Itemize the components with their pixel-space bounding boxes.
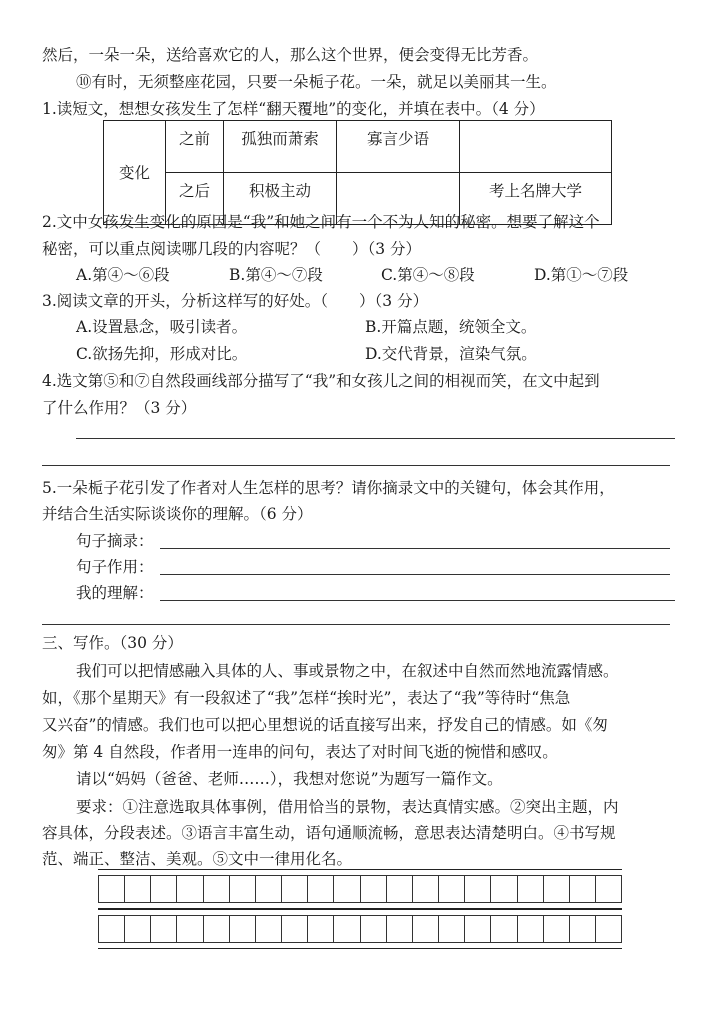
grid-cell[interactable] (386, 876, 412, 902)
table-cell[interactable] (460, 121, 612, 173)
answer-line[interactable] (160, 600, 675, 601)
writing-paragraph: 又兴奋”的情感。我们也可以把心里想说的话直接写出来，抒发自己的情感。如《匆 (42, 716, 608, 734)
grid-cell[interactable] (464, 876, 490, 902)
table-cell[interactable]: 孤独而萧索 (224, 121, 337, 173)
q2-option-d[interactable]: D.第①～⑦段 (534, 266, 629, 284)
grid-cell[interactable] (333, 876, 359, 902)
grid-cell[interactable] (281, 876, 307, 902)
answer-line[interactable] (160, 548, 670, 549)
question-5-cont: 并结合生活实际谈谈你的理解。（6 分） (42, 505, 313, 523)
grid-cell[interactable] (517, 916, 543, 942)
answer-line[interactable] (160, 574, 670, 575)
question-4: 4.选文第⑤和⑦自然段画线部分描写了“我”和女孩儿之间的相视而笑，在文中起到 (42, 372, 600, 390)
writing-requirements: 容具体，分段表述。③语言丰富生动，语句通顺流畅，意思表达清楚明白。④书写规 (42, 824, 616, 842)
table-cell[interactable]: 积极主动 (224, 173, 337, 225)
q3-option-c[interactable]: C.欲扬先抑，形成对比。 (76, 345, 248, 363)
grid-cell[interactable] (203, 916, 229, 942)
question-4-cont: 了什么作用？（3 分） (42, 399, 197, 417)
writing-prompt: 请以“妈妈（爸爸、老师……），我想对您说”为题写一篇作文。 (76, 770, 503, 788)
writing-requirements: 要求：①注意选取具体事例，借用恰当的景物，表达真情实感。②突出主题，内 (76, 798, 619, 816)
grid-cell[interactable] (543, 876, 569, 902)
grid-cell[interactable] (203, 876, 229, 902)
question-2: 2.文中女孩发生变化的原因是“我”和她之间有一个不为人知的秘密。想要了解这个 (42, 213, 600, 231)
answer-line[interactable] (42, 465, 670, 466)
q2-option-c[interactable]: C.第④～⑧段 (381, 266, 475, 284)
table-row-header: 变化 (104, 121, 166, 225)
passage-line: 然后，一朵一朵，送给喜欢它的人，那么这个世界，便会变得无比芳香。 (42, 46, 539, 64)
grid-cell[interactable] (490, 876, 516, 902)
grid-cell[interactable] (386, 916, 412, 942)
question-5: 5.一朵栀子花引发了作者对人生怎样的思考？请你摘录文中的关键句，体会其作用， (42, 479, 615, 497)
grid-cell[interactable] (98, 916, 124, 942)
answer-line[interactable] (42, 624, 670, 625)
change-table (103, 120, 612, 225)
q5-label-excerpt: 句子摘录： (76, 532, 154, 550)
grid-cell[interactable] (360, 916, 386, 942)
question-1: 1.读短文，想想女孩发生了怎样“翻天覆地”的变化，并填在表中。（4 分） (42, 100, 545, 118)
writing-paragraph: 如，《那个星期天》有一段叙述了“我”怎样“挨时光”，表达了“我”等待时“焦急 (42, 689, 571, 707)
q5-label-understanding: 我的理解： (76, 584, 154, 602)
writing-paragraph: 匆》第 4 自然段，作者用一连串的问句，表达了对时间飞逝的惋惜和感叹。 (42, 743, 558, 761)
grid-cell[interactable] (255, 876, 281, 902)
q3-option-d[interactable]: D.交代背景，渲染气氛。 (365, 345, 537, 363)
question-3: 3.阅读文章的开头，分析这样写的好处。（ ）（3 分） (42, 292, 429, 310)
grid-cell[interactable] (517, 876, 543, 902)
table-label-after: 之后 (166, 173, 224, 225)
grid-cell[interactable] (412, 876, 438, 902)
grid-cell[interactable] (281, 916, 307, 942)
grid-cell[interactable] (595, 916, 622, 942)
grid-cell[interactable] (150, 876, 176, 902)
grid-cell[interactable] (569, 876, 595, 902)
table-cell[interactable]: 寡言少语 (337, 121, 460, 173)
grid-cell[interactable] (255, 916, 281, 942)
grid-cell[interactable] (150, 916, 176, 942)
q2-option-b[interactable]: B.第④～⑦段 (229, 266, 323, 284)
grid-cell[interactable] (229, 916, 255, 942)
grid-cell[interactable] (307, 876, 333, 902)
composition-grid-row[interactable] (98, 869, 622, 909)
grid-cell[interactable] (229, 876, 255, 902)
grid-cell[interactable] (464, 916, 490, 942)
table-label-before: 之前 (166, 121, 224, 173)
grid-cell[interactable] (124, 876, 150, 902)
grid-cell[interactable] (307, 916, 333, 942)
grid-cell[interactable] (176, 876, 202, 902)
composition-grid-row[interactable] (98, 909, 622, 949)
grid-cell[interactable] (360, 876, 386, 902)
passage-line: ⑩有时，无须整座花园，只要一朵栀子花。一朵，就足以美丽其一生。 (76, 73, 557, 91)
grid-cell[interactable] (543, 916, 569, 942)
q5-label-function: 句子作用： (76, 558, 154, 576)
grid-cell[interactable] (124, 916, 150, 942)
grid-cell[interactable] (438, 916, 464, 942)
grid-cell[interactable] (595, 876, 622, 902)
q3-option-a[interactable]: A.设置悬念，吸引读者。 (76, 318, 248, 336)
section-heading-writing: 三、写作。（30 分） (42, 634, 183, 652)
grid-cell[interactable] (569, 916, 595, 942)
grid-cell[interactable] (98, 876, 124, 902)
grid-cell[interactable] (412, 916, 438, 942)
question-2-cont: 秘密，可以重点阅读哪几段的内容呢？（ ）（3 分） (42, 240, 422, 258)
grid-cell[interactable] (333, 916, 359, 942)
writing-requirements: 范、端正、整洁、美观。⑤文中一律用化名。 (42, 850, 353, 868)
writing-paragraph: 我们可以把情感融入具体的人、事或景物之中，在叙述中自然而然地流露情感。 (76, 662, 619, 680)
grid-cell[interactable] (176, 916, 202, 942)
q3-option-b[interactable]: B.开篇点题，统领全文。 (365, 318, 537, 336)
answer-line[interactable] (76, 438, 675, 439)
q2-option-a[interactable]: A.第④～⑥段 (76, 266, 170, 284)
grid-cell[interactable] (438, 876, 464, 902)
table-cell[interactable]: 考上名牌大学 (460, 173, 612, 225)
grid-cell[interactable] (490, 916, 516, 942)
